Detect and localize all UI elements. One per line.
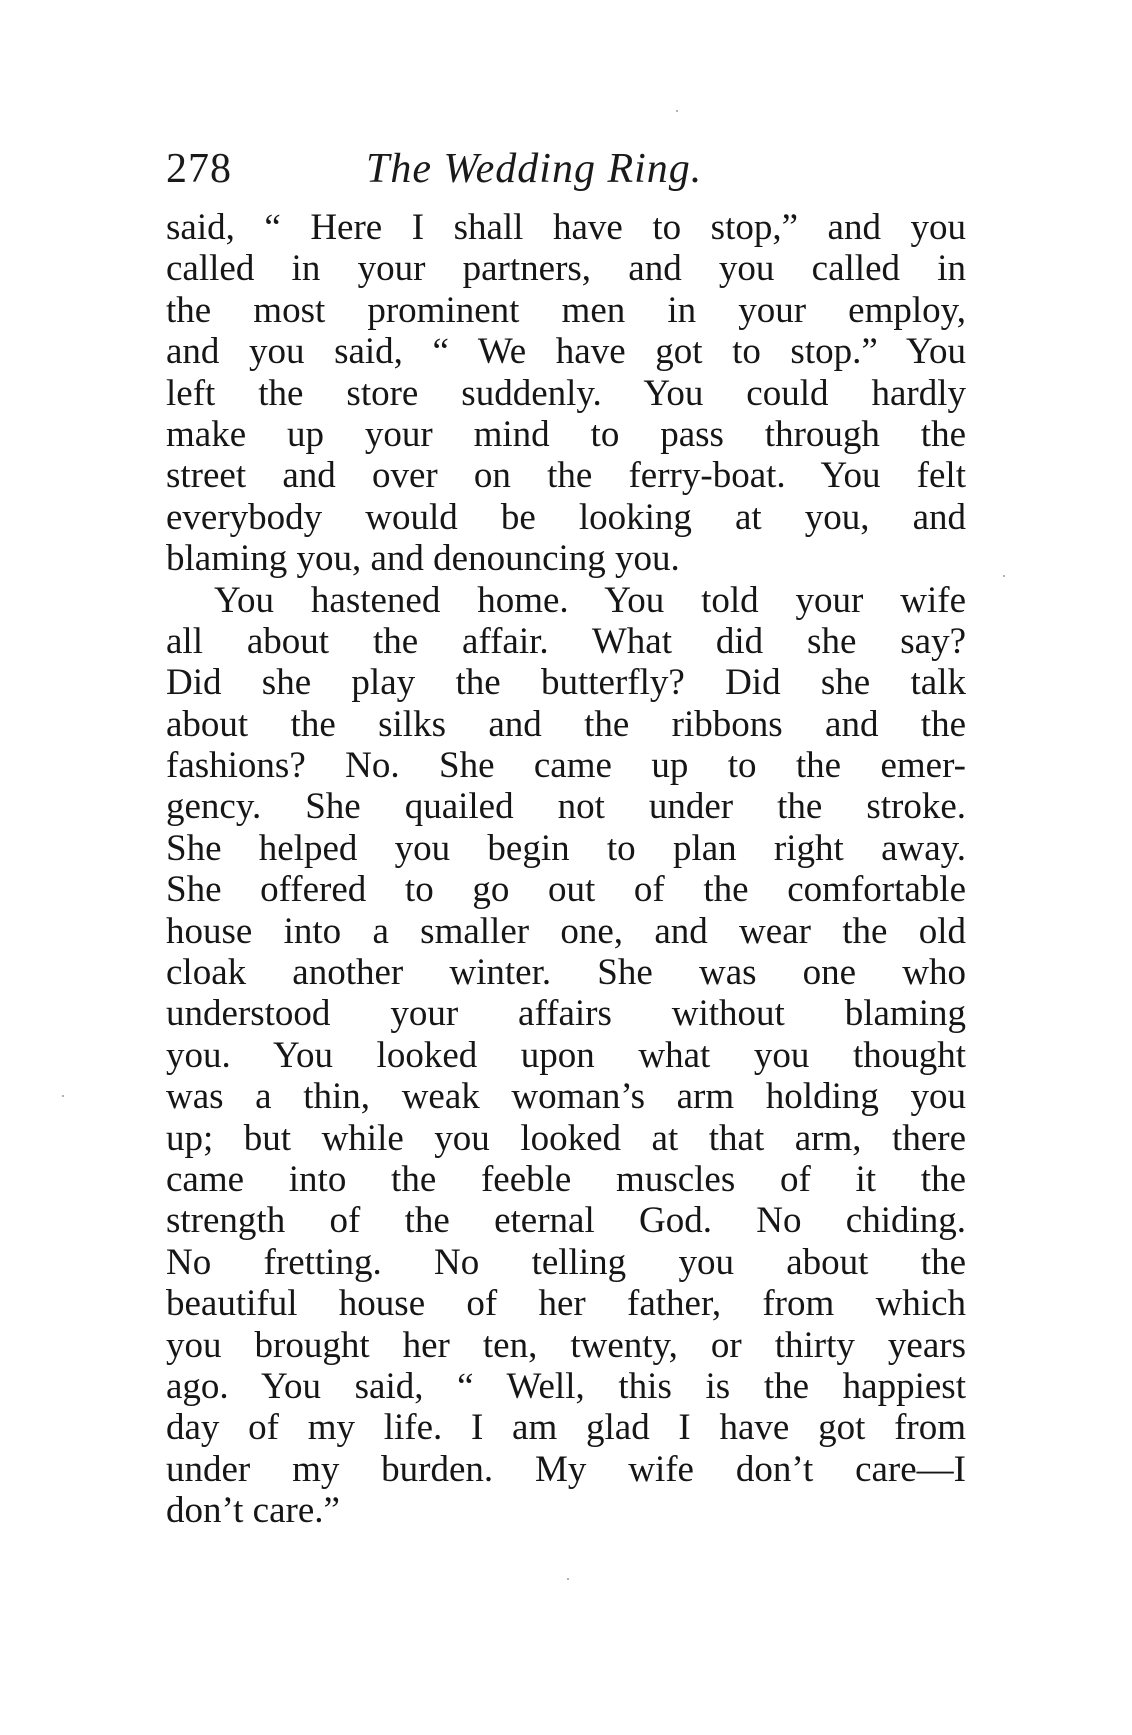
text-line: cloak another winter. She was one who	[166, 952, 966, 994]
running-head	[166, 145, 966, 205]
paragraph-1	[166, 207, 966, 580]
paper-speck	[1003, 575, 1005, 577]
text-line: strength of the eternal God. No chiding.	[166, 1200, 966, 1242]
text-line: understood your affairs without blaming	[166, 993, 966, 1035]
text-line: fashions? No. She came up to the emer-	[166, 745, 966, 787]
text-line: She offered to go out of the comfortable	[166, 869, 966, 911]
running-title: The Wedding Ring.	[366, 146, 703, 192]
text-line: all about the affair. What did she say?	[166, 620, 966, 662]
text-line: up; but while you looked at that arm, there	[166, 1117, 966, 1159]
text-line: ago. You said, “ Well, this is the happiest	[166, 1365, 966, 1407]
text-line: beautiful house of her father, from which	[166, 1283, 966, 1325]
text-line: under my burden. My wife don’t care—I	[166, 1448, 966, 1490]
body-text	[166, 207, 966, 1532]
paper-speck	[62, 1095, 64, 1097]
paper-speck	[676, 110, 678, 112]
text-line: called in your partners, and you called in	[166, 248, 966, 290]
text-line: house into a smaller one, and wear the old	[166, 910, 966, 952]
text-line: don’t care.”	[166, 1490, 340, 1532]
text-line: said, “ Here I shall have to stop,” and you	[166, 207, 966, 248]
text-line: left the store suddenly. You could hardly	[166, 372, 966, 414]
text-line: and you said, “ We have got to stop.” You	[166, 331, 966, 373]
text-line: the most prominent men in your employ,	[166, 289, 966, 331]
text-line: make up your mind to pass through the	[166, 413, 966, 455]
text-line: you. You looked upon what you thought	[166, 1034, 966, 1076]
text-line: You hastened home. You told your wife	[214, 579, 966, 621]
page-number: 278	[166, 146, 232, 192]
paragraph-2	[166, 580, 966, 1532]
text-line: everybody would be looking at you, and	[166, 496, 966, 538]
text-line: blaming you, and denouncing you.	[166, 538, 680, 580]
text-line: She helped you begin to plan right away.	[166, 827, 966, 869]
paper-speck	[567, 1578, 569, 1580]
text-line: street and over on the ferry-boat. You felt	[166, 455, 966, 497]
text-line: you brought her ten, twenty, or thirty years	[166, 1324, 966, 1366]
text-line: was a thin, weak woman’s arm holding you	[166, 1076, 966, 1118]
text-line: No fretting. No telling you about the	[166, 1241, 966, 1283]
text-line: about the silks and the ribbons and the	[166, 703, 966, 745]
text-line: Did she play the butterfly? Did she talk	[166, 662, 966, 704]
text-line: gency. She quailed not under the stroke.	[166, 786, 966, 828]
text-line: came into the feeble muscles of it the	[166, 1158, 966, 1200]
text-line: day of my life. I am glad I have got from	[166, 1407, 966, 1449]
